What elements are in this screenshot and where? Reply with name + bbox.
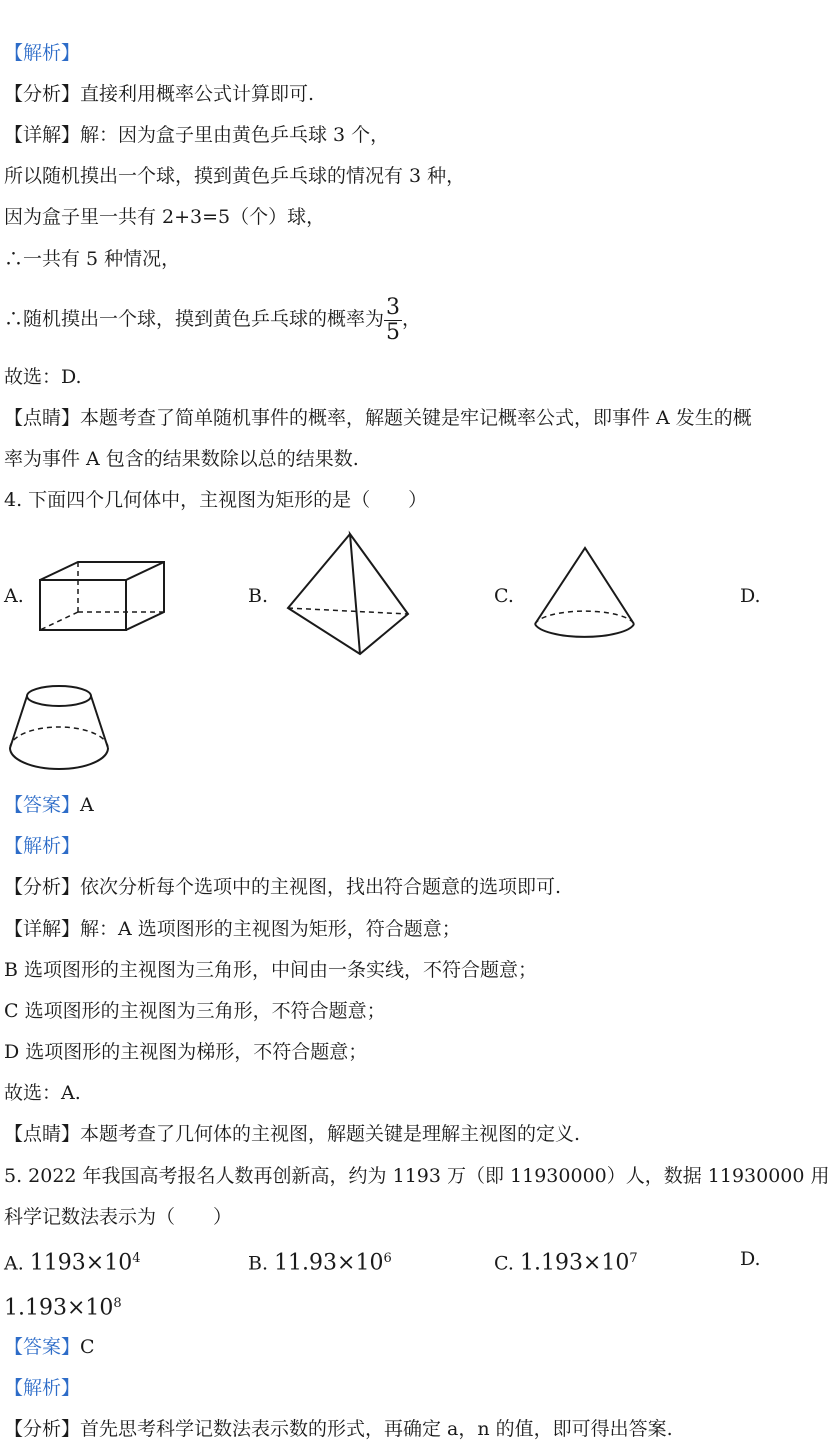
q4-option-a-label: A. — [4, 585, 24, 607]
q5-option-d-exponent: 8 — [113, 1296, 122, 1311]
q4-option-c-label: C. — [494, 585, 514, 607]
answer-tag: 【答案】 — [4, 794, 81, 816]
q5-option-c — [494, 1246, 638, 1276]
q5-option-d-value: 1.193×10 — [4, 1295, 114, 1321]
q5-option-b-exponent: 6 — [383, 1251, 392, 1266]
cuboid-figure — [30, 555, 175, 640]
choice-line: 故选：A. — [4, 1082, 81, 1104]
q4-option-b-label: B. — [248, 585, 269, 607]
q5-option-c-label: C. — [494, 1252, 514, 1275]
analysis-heading: 【解析】 — [4, 42, 81, 64]
tetrahedron-figure — [280, 528, 420, 660]
q5-option-b-label: B. — [248, 1252, 269, 1275]
q5-option-b — [248, 1246, 392, 1276]
fraction-numerator: 3 — [386, 294, 401, 320]
answer-line — [4, 792, 94, 818]
analysis-heading: 【解析】 — [4, 835, 81, 857]
q5-option-a-label: A. — [4, 1252, 24, 1275]
solution-line: 所以随机摸出一个球，摸到黄色乒乓球的情况有 3 种， — [4, 165, 466, 187]
q5-option-c-exponent: 7 — [629, 1251, 638, 1266]
solution-probability-line — [4, 292, 421, 346]
analysis-line: 【分析】直接利用概率公式计算即可. — [4, 83, 315, 105]
analysis-line: 【分析】依次分析每个选项中的主视图，找出符合题意的选项即可. — [4, 876, 562, 898]
comment-line: 【点睛】本题考查了简单随机事件的概率，解题关键是牢记概率公式，即事件 A 发生的概 — [4, 407, 752, 429]
question-4-stem: 4. 下面四个几何体中，主视图为矩形的是（ ） — [4, 489, 428, 511]
q5-option-a-exponent: 4 — [132, 1251, 141, 1266]
probability-text: ∴随机摸出一个球，摸到黄色乒乓球的概率为 — [4, 308, 385, 330]
answer-value: C — [80, 1336, 95, 1358]
question-5-stem: 5. 2022 年我国高考报名人数再创新高，约为 1193 万（即 11930000）人，数据 11930000 用 — [4, 1165, 830, 1187]
solution-line: B 选项图形的主视图为三角形，中间由一条实线，不符合题意； — [4, 959, 538, 981]
answer-tag: 【答案】 — [4, 1336, 81, 1358]
cone-figure — [528, 542, 644, 648]
frustum-figure — [4, 680, 116, 778]
comment-line: 率为事件 A 包含的结果数除以总的结果数. — [4, 448, 359, 470]
question-5-stem-cont: 科学记数法表示为（ ） — [4, 1206, 233, 1228]
solution-line: 【详解】解：A 选项图形的主视图为矩形，符合题意； — [4, 918, 461, 940]
q5-option-d-label: D. — [740, 1248, 761, 1270]
answer-value: A — [80, 794, 94, 816]
analysis-heading: 【解析】 — [4, 1377, 81, 1399]
answer-line — [4, 1334, 95, 1360]
q5-option-a-value: 1193×10 — [29, 1250, 133, 1276]
q4-option-d-label: D. — [740, 585, 761, 607]
q5-option-c-value: 1.193×10 — [519, 1250, 630, 1276]
q5-option-d — [4, 1291, 122, 1321]
choice-line: 故选：D. — [4, 366, 82, 388]
solution-line: D 选项图形的主视图为梯形，不符合题意； — [4, 1041, 368, 1063]
probability-comma: ， — [402, 308, 422, 330]
solution-line: 因为盒子里一共有 2+3=5（个）球， — [4, 206, 326, 228]
solution-line: 【详解】解：因为盒子里由黄色乒乓球 3 个， — [4, 124, 390, 146]
solution-line: C 选项图形的主视图为三角形，不符合题意； — [4, 1000, 386, 1022]
analysis-line: 【分析】首先思考科学记数法表示数的形式，再确定 a，n 的值，即可得出答案. — [4, 1418, 673, 1440]
fraction — [384, 296, 402, 345]
solution-line: ∴一共有 5 种情况， — [4, 248, 181, 270]
fraction-denominator: 5 — [386, 319, 401, 345]
q5-option-a — [4, 1246, 141, 1276]
comment-line: 【点睛】本题考查了几何体的主视图，解题关键是理解主视图的定义. — [4, 1123, 581, 1145]
q5-option-b-value: 11.93×10 — [274, 1250, 384, 1276]
